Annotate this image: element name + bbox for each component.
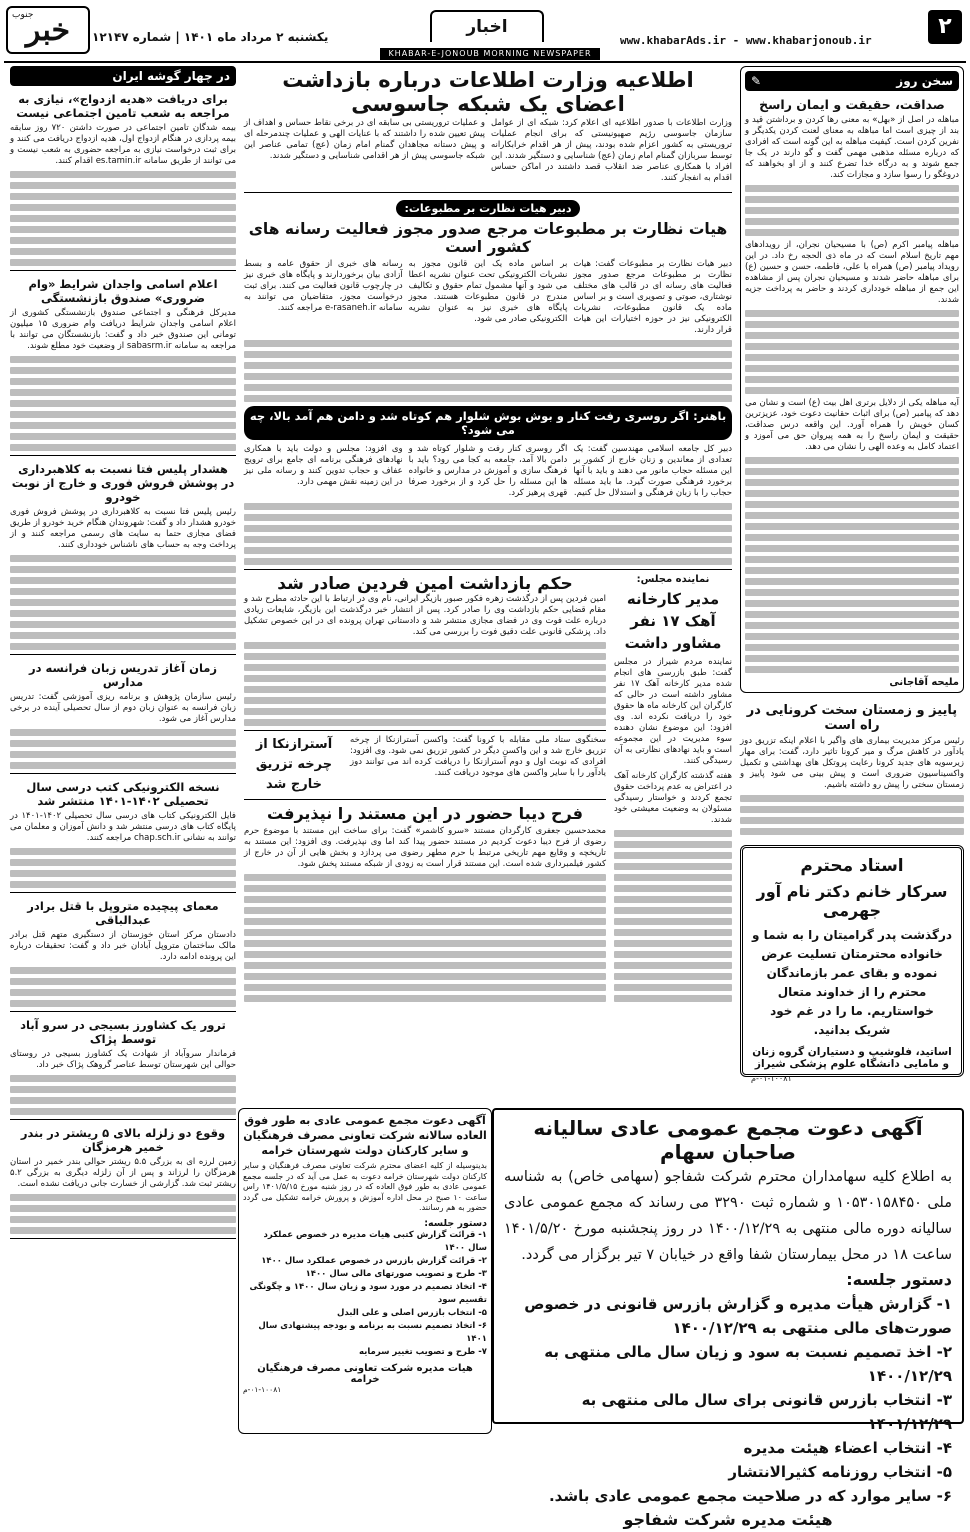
left-news-text-block bbox=[10, 171, 236, 266]
big-ad-agenda-label: دستور جلسه: bbox=[846, 1270, 952, 1289]
rep-text-2: هفته گذشته کارگران کارخانه آهک در اعتراض به عدم پرداخت حقوق تجمع کردند و خواستار رسیدگی مسئولان به وضعیت معیشتی خود شدند. bbox=[614, 771, 732, 825]
left-news-text-block bbox=[10, 1075, 236, 1115]
bahonar-headline[interactable]: باهنر: اگر روسری رفت کنار و بوش بوش شلوار هم کوتاه شد و دامن هم آمد بالا، چه می شود؟ bbox=[244, 406, 732, 440]
small-ad-agenda-label: دستور جلسه: bbox=[424, 1217, 487, 1229]
rep-story bbox=[614, 574, 732, 1002]
fardin-headline[interactable]: حکم بازداشت امین فردین صادر شد bbox=[277, 574, 573, 594]
small-ad-signature: هیات مدیره شرکت تعاونی مصرف فرهنگیان خرامه bbox=[257, 1362, 473, 1385]
divider bbox=[10, 455, 236, 456]
small-ad-agenda-item: ۲- قرائت گزارش بازرس در خصوص عملکرد سال ۱۴۰۰ bbox=[261, 1255, 487, 1266]
newspaper-logo[interactable] bbox=[6, 6, 90, 54]
divider bbox=[10, 1238, 236, 1239]
editorial-title: صداقت، حقیقت و ایمان راسخ bbox=[759, 97, 945, 112]
bahonar-text-c: وی افزود: مجلس و دولت باید با همکاری نهادهای فرهنگی برنامه ای جامع برای ترویج عفاف و حجاب تدوین کنند و رسانه ملی نیز در این زمینه نقش مهمی دارد. bbox=[243, 444, 403, 487]
big-ad-title: آگهی دعوت مجمع عمومی عادی سالیانه صاحبان سهام bbox=[533, 1116, 923, 1164]
logo-small-text: جنوب bbox=[12, 10, 34, 20]
left-news-text: فایل الکترونیکی کتاب های درسی سال تحصیلی ۱۴۰۲-۱۴۰۱ در پایگاه کتاب های درسی منتشر شد و دانش آموزان و معلمان می توانند به نشانی chap.sch.ir مراجعه کنند. bbox=[10, 811, 236, 843]
left-news-title[interactable]: نسخه الکترونیکی کتب درسی سال تحصیلی ۱۴۰۲-۱۴۰۱ منتشر شد bbox=[26, 780, 220, 808]
corona-news-text-block bbox=[740, 795, 964, 835]
press-story-text-a: دبیر هیات نظارت بر مطبوعات گفت: هیات نظارت بر مطبوعات مرجع صدور مجوز فعالیت های رسانه ای در قالب های مختلف نوشتاری، صوتی و تصویری است و بر اساس ماده یک قانون مطبوعات، نشریات الکترونیکی نیز در حوزه اختیارات این هیات قرار دارند. bbox=[573, 259, 732, 335]
bahonar-text-b: اگر روسری کنار رفت و شلوار کوتاه شد و دامن بالا آمد، جامعه به کجا می رود؟ باید با فرهنگ سازی و آموزش در مدارس و خانواده ها این مسئله را حل کرد و از برخورد صرفا قهری پرهیز کرد. bbox=[408, 444, 568, 498]
small-ad-agenda-item: ۵- انتخاب بازرس اصلی و علی البدل bbox=[336, 1307, 487, 1318]
small-ad-agenda-item: ۴- اتخاذ تصمیم در مورد سود و زیان سال ۱۴۰۰ و چگونگی تقسیم سود bbox=[249, 1281, 487, 1305]
press-kicker: دبیر هیات نظارت بر مطبوعات: bbox=[396, 200, 579, 217]
left-news-text-block bbox=[10, 356, 236, 451]
editorial-label bbox=[745, 71, 959, 91]
big-ad-agenda-item: ۳- انتخاب بازرس قانونی برای سال مالی منتهی به ۱۴۰۱/۱۲/۲۹ bbox=[581, 1391, 952, 1433]
editorial-text-block-3 bbox=[745, 457, 959, 673]
left-news-text-block bbox=[10, 729, 236, 769]
center-column bbox=[244, 66, 732, 1106]
rep-text: نماینده مردم شیراز در مجلس گفت: طبق بازرسی های انجام شده مدیر کارخانه آهک ۱۷ نفر مشاور داشته است در حالی که کارگران این کارخانه ماه ها حقوق خود را دریافت نکرده اند. وی افزود: این موضوع نشان دهنده سوء مدیریت در این مجموعه است و باید نهادهای نظارتی به آن رسیدگی کنند. bbox=[614, 657, 733, 766]
divider bbox=[244, 799, 606, 800]
left-news-text: بیمه شدگان تامین اجتماعی در صورت داشتن ۷۲۰ روز سابقه بیمه پردازی در هنگام ازدواج اول، هدیه ازدواج دریافت می کنند و برای ثبت درخواست نیازی به مراجعه حضوری به شعب نیست و می توانند از طریق سامانه es.tamin.ir اقدام کنند. bbox=[10, 123, 236, 166]
small-assembly-ad bbox=[238, 1108, 492, 1434]
left-news-title[interactable]: معمای پیچیده متروپل با قتل برادر عبدالباقی bbox=[27, 899, 219, 927]
header-divider bbox=[4, 61, 966, 63]
bahonar-story-body bbox=[244, 444, 732, 503]
corona-news-text: رئیس مرکز مدیریت بیماری های واگیر با اعلام اینکه تزریق دوز یادآور در کاهش مرگ و میر کرونا تاثیر دارد، گفت: برای مهار زیرسویه های جدید کرونا رعایت پروتکل های بهداشتی و تکمیل واکسیناسیون ضروری است و پیش بینی می شود پاییز و زمستان سختی را پیش رو داشته باشیم. bbox=[740, 736, 964, 790]
farah-headline[interactable]: فرح دیبا حضور در این مستند را نپذیرفت bbox=[267, 804, 583, 823]
english-strip: KHABAR-E-JONOUB MORNING NEWSPAPER bbox=[380, 48, 600, 60]
main-story-text-b: و عملیات تروریستی بی سابقه ای در برخی نقاط حساس و اهداف از پیش تعیین شده را داشتند که با عنایات الهی و عملیات چندمرحله ای و پیش دستانه مجاهدان گمنام امام زمان (عج) تمامی عناصر این شبکه جاسوسی پیش از هر اقدامی شناسایی و دستگیر شدند. bbox=[244, 118, 485, 161]
rep-text-block bbox=[614, 830, 732, 1002]
rep-headline[interactable]: مدیر کارخانه آهک ۱۷ نفر مشاور داشت bbox=[624, 590, 722, 652]
left-news-text-block bbox=[10, 1194, 236, 1234]
left-news-title[interactable]: برای دریافت «هدیه ازدواج»، نیازی به مراجعه به شعب تامین اجتماعی نیست bbox=[16, 92, 230, 120]
corona-news-title: پاییز و زمستان سخت کرونایی در راه است bbox=[746, 703, 958, 733]
left-news-list bbox=[10, 92, 236, 1239]
fardin-text: امین فردین پس از درگذشت زهره فکور صبور بازیگر ایرانی، نام وی در ارتباط با این حادثه مطرح شد و مقام قضایی حکم بازداشت وی را صادر کرد. پس از انتشار خبر درگذشت این بازیگر، شایعات زیادی درباره علت فوت وی در فضای مجازی منتشر شد و دادستانی تهران پرونده ای در این خصوص تشکیل داد. پزشکی قانونی علت دقیق فوت را بررسی می کند. bbox=[244, 594, 606, 637]
main-headline[interactable]: اطلاعیه وزارت اطلاعات درباره بازداشت اعضای یک شبکه جاسوسی bbox=[282, 68, 694, 116]
divider bbox=[10, 654, 236, 655]
small-ad-agenda bbox=[243, 1229, 487, 1359]
bahonar-text-block bbox=[244, 503, 732, 565]
small-ad-code: ۰۱-۱۰۰۸۱-م bbox=[243, 1384, 282, 1394]
editorial-paragraph-2: مباهله پیامبر اکرم (ص) با مسیحیان نجران، از رویدادهای مهم تاریخ اسلام است که در ماه ذی الحجه رخ داد. در این رویداد پیامبر (ص) همراه با علی، فاطمه، حسن و حسین (ع) برای مباهله حاضر شدند و مسیحیان نجران پس از مشاهده این جمع از مباهله خودداری کردند و حاضر به پرداخت جزیه شدند. bbox=[745, 240, 959, 305]
left-news-text: رئیس پلیس فتا نسبت به کلاهبرداری در پوشش فروش فوری خودرو هشدار داد و گفت: شهروندان هنگام خرید خودرو از طریق فضای مجازی حتما به سایت های رسمی مراجعه کنند و از پرداخت وجه به حساب های ناشناس خودداری کنند. bbox=[10, 507, 236, 550]
issue-date-line: یکشنبه ۲ مرداد ماه ۱۴۰۱ | شماره ۱۲۱۴۷ bbox=[92, 30, 329, 44]
editorial-paragraph-1: مباهله در اصل از «بهل» به معنی رها کردن و برداشتن قید و بند از چیزی است اما مباهله به معنای لعنت کردن یکدیگر و نفرین کردن است. کیفیت مباهله به این گونه است که افرادی که درباره مسئله مذهبی مهمی گفت و گو دارند در یک جا جمع شوند و به درگاه خدا تضرع کنند و از او بخواهند که دروغگو را رسوا سازد و مجازات کند. bbox=[745, 115, 959, 180]
press-kicker-wrap bbox=[244, 197, 732, 217]
left-column bbox=[10, 66, 236, 1428]
condolence-body: درگذشت پدر گرامیتان را به شما و خانواده محترمتان تسلیت عرض نموده و بقای عمر بازماندگان محترم را از خداوند متعال خواستاریم. ما را در غم خود شریک بدانید. bbox=[751, 928, 953, 1037]
small-ad-title: آگهی دعوت مجمع عمومی عادی به طور فوق العاده سالانه شرکت تعاونی مصرف فرهنگیان و سایر کارکنان دولت شهرستان خرامه bbox=[243, 1114, 487, 1157]
right-column bbox=[740, 66, 964, 1106]
divider bbox=[10, 892, 236, 893]
press-story-text-block bbox=[244, 340, 732, 402]
condolence-title: استاد محترم bbox=[800, 856, 904, 876]
left-news-text: رئیس سازمان پژوهش و برنامه ریزی آموزشی گفت: تدریس زبان فرانسه به عنوان زبان دوم از سال تحصیلی آینده در برخی مدارس آغاز می شود. bbox=[10, 692, 236, 724]
divider bbox=[10, 270, 236, 271]
divider bbox=[244, 192, 732, 193]
big-ad-body: به اطلاع کلیه سهامداران محترم شرکت شفاجو (سهامی خاص) به شناسه ملی ۱۰۵۳۰۱۵۸۴۵۰ و شماره ثبت ۳۲۹۰ می رساند که مجمع عمومی عادی سالیانه دوره مالی منتهی به ۱۴۰۰/۱۲/۲۹ در روز پنجشنبه مورخ ۱۴۰۱/۵/۲۰ ساعت ۱۸ در محل بیمارستان شفا واقع در خیابان ۷ تیر برگزار می گردد. bbox=[504, 1169, 952, 1263]
left-news-text-block bbox=[10, 967, 236, 1007]
main-story-body bbox=[244, 118, 732, 188]
big-ad-agenda bbox=[504, 1292, 952, 1508]
left-news-text-block bbox=[10, 555, 236, 650]
condolence-ad bbox=[740, 845, 964, 1083]
left-news-title[interactable]: اعلام اسامی واجدان شرایط «وام ضروری» صندوق بازنشستگی bbox=[28, 277, 218, 305]
editorial-box bbox=[740, 66, 964, 693]
left-news-text: زمین لرزه ای به بزرگی ۵.۵ ریشتر حوالی بندر خمیر در استان هرمزگان را لرزاند و پس از آن زلزله دیگری به بزرگی ۵.۲ ریشتر ثبت شد. گزارشی از خسارت جانی دریافت نشده است. bbox=[10, 1157, 236, 1189]
masthead bbox=[0, 0, 970, 62]
editorial-paragraph-3: آیه مباهله یکی از دلایل برتری اهل بیت (ع) است و نشان می دهد که پیامبر (ص) برای اثبات حقانیت دعوت خود، عزیزترین کسان خویش را همراه آورد. این واقعه درس صداقت، حقیقت و ایمان راسخ را به همه پیروان حق می آموزد و اعتماد کامل به وعده الهی را نشان می دهد. bbox=[745, 398, 959, 452]
press-story-text-c: رسانه های خبری از حقوق عامه و بسط آزادی بیان برخوردارند و پایگاه های خبری نیز در چارچوب قانون فعالیت می کنند. برای ثبت درخواست مجوز، متقاضیان می توانند به سامانه e-rasaneh.ir مراجعه کنند. bbox=[243, 259, 403, 313]
rep-label: نماینده مجلس: bbox=[636, 574, 710, 585]
editorial-label-text: سخن روز bbox=[896, 74, 953, 88]
big-ad-agenda-item: ۲- اخذ تصمیم نسبت به سود و زیان سال مالی منتهی به ۱۴۰۰/۱۲/۲۹ bbox=[544, 1343, 952, 1385]
divider bbox=[10, 1011, 236, 1012]
page-number: ۲ bbox=[928, 10, 962, 44]
lower-stories bbox=[244, 574, 732, 1002]
astra-text: سخنگوی ستاد ملی مقابله با کرونا گفت: واکسن آسترازنکا از چرخه تزریق خارج شد و این واکسن دیگر در کشور تزریق نمی شود. وی افزود: افرادی که نوبت اول و دوم آسترازنکا را دریافت کرده اند می توانند دوز یادآور را با سایر واکسن های موجود دریافت کنند. bbox=[350, 735, 606, 778]
left-news-text-block bbox=[10, 848, 236, 888]
main-story-text-a: وزارت اطلاعات با صدور اطلاعیه ای اعلام کرد: شبکه ای از عوامل سازمان جاسوسی رژیم صهیونیستی که برای انجام عملیات تروریستی به کشور اعزام شده بودند، پیش از هر اقدام خرابکارانه توسط سربازان گمنام امام زمان (عج) شناسایی و دستگیر شدند. این افراد با همکاری عناصر ضد انقلاب قصد داشتند در اماکن حساس اقدام به انفجار کنند. bbox=[491, 118, 732, 183]
condolence-signature: اساتید، فلوشیپ و دستیاران گروه زنان و مامایی دانشگاه علوم پزشکی شیراز bbox=[752, 1046, 952, 1070]
farah-text: محمدحسین جعفری کارگردان مستند «سرو کاشمر» گفت: برای ساخت این مستند با موضوع حرم رضوی از فرح دیبا دعوت کردیم در مستند حضور پیدا کند اما وی نپذیرفت. وی افزود: این مستند به تاریخچه و وقایع مهم تاریخی مرتبط با حرم مطهر رضوی می پردازد و بخش هایی از آن در خارج از کشور فیلمبرداری شده است. این مستند قرار است به زودی از شبکه مستند پخش شود. bbox=[244, 826, 606, 869]
pen-icon: ✎ bbox=[751, 74, 762, 88]
astra-story bbox=[244, 735, 606, 795]
astra-headline[interactable]: آسترازنکا از چرخه تزریق خارج شد bbox=[255, 737, 333, 792]
big-ad-agenda-item: ۶- سایر موارد که در صلاحیت مجمع عمومی عادی باشد. bbox=[548, 1487, 952, 1505]
condolence-code: ۰۱-۱۰۰۸۱-م bbox=[751, 1074, 792, 1083]
fardin-and-others bbox=[244, 574, 606, 1002]
left-news-title[interactable]: هشدار پلیس فتا نسبت به کلاهبرداری در پوشش فروش فوری و خارج از نوبت خودرو bbox=[11, 462, 235, 504]
left-news-title[interactable]: ترور یک کشاورز بسیجی در سرو آباد توسط پژاک bbox=[20, 1018, 226, 1046]
divider bbox=[10, 1119, 236, 1120]
big-ad-agenda-item: ۵- انتخاب روزنامه کثیرالانتشار bbox=[728, 1463, 952, 1481]
press-headline[interactable]: هیات نظارت بر مطبوعات مرجع صدور مجوز فعالیت رسانه های کشور است bbox=[248, 220, 728, 256]
shafajoo-assembly-ad bbox=[492, 1108, 964, 1529]
big-ad-signature: هیئت مدیره شرکت شفاجو bbox=[623, 1510, 833, 1529]
small-ad-agenda-item: ۷- طرح و تصویب تغییر سرمایه bbox=[359, 1346, 487, 1357]
divider bbox=[10, 773, 236, 774]
editorial-text-block-2 bbox=[745, 310, 959, 394]
small-ad-agenda-item: ۶- اتخاذ تصمیم نسبت به برنامه و بودجه پیشنهادی سال ۱۴۰۱ bbox=[258, 1320, 487, 1344]
small-ad-agenda-item: ۱- قرائت گزارش کتبی هیات مدیره در خصوص عملکرد سال ۱۴۰۰ bbox=[263, 1229, 487, 1253]
left-news-text: دادستان مرکز استان خوزستان از دستگیری متهم قتل برادر مالک ساختمان متروپل آبادان خبر داد و گفت: تحقیقات درباره این پرونده ادامه دارد. bbox=[10, 930, 236, 962]
section-tab-akhbar: اخبار bbox=[430, 10, 544, 42]
big-ad-agenda-item: ۴- انتخاب اعضاء هیئت مدیره bbox=[743, 1439, 952, 1457]
press-story-body bbox=[244, 259, 732, 340]
divider bbox=[244, 730, 606, 731]
left-column-header: در چهار گوشه ایران bbox=[10, 66, 236, 86]
editorial-author: ملیحه آقاجانی bbox=[889, 677, 959, 688]
big-ad-agenda-item: ۱- گزارش هیأت مدیره و گزارش بازرس قانونی در خصوص صورت‌های مالی منتهی به ۱۴۰۰/۱۲/۲۹ bbox=[524, 1295, 952, 1337]
website-urls[interactable]: www.khabarAds.ir - www.khabarjonoub.ir bbox=[620, 34, 872, 47]
small-ad-text: بدینوسیله از کلیه اعضای محترم شرکت تعاونی مصرف فرهنگیان و سایر کارکنان دولت شهرستان خرامه دعوت به عمل می آید که در جلسه مجمع عمومی عادی به طور فوق العاده که در روز شنبه مورخ ۱۴۰۱/۵/۱۵ راس ساعت ۱۰ صبح در محل اداره آموزش و پرورش خرامه تشکیل می گردد حضور به هم رسانند. bbox=[243, 1161, 487, 1212]
fardin-text-block bbox=[244, 642, 606, 726]
left-news-text: مدیرکل فرهنگی و اجتماعی صندوق بازنشستگی کشوری از اعلام اسامی واجدان شرایط دریافت وام ضروری ۱۵ میلیون تومانی این صندوق خبر داد و گفت: بازنشستگان می توانند با مراجعه به سامانه sabasrm.ir از وضعیت خود مطلع شوند. bbox=[10, 308, 236, 351]
left-news-title[interactable]: وقوع دو زلزله بالای ۵ ریشتر در بندر خمیر هرمزگان bbox=[20, 1126, 226, 1154]
press-story-text-b: بر اساس ماده یک این قانون مجوز به نشریات الکترونیکی تحت عنوان نشریه اعطا می شود و آنها مشمول تمام حقوق و تکالیف مندرج در قانون مطبوعات هستند. مجوز پایگاه های خبری نیز به عنوان نشریه الکترونیکی صادر می شود. bbox=[408, 259, 568, 324]
farah-text-block bbox=[244, 874, 606, 1002]
condolence-name: سرکار خانم دکتر نام آور جهرمی bbox=[756, 882, 948, 920]
small-ad-agenda-item: ۳- طرح و تصویب صورتهای مالی سال ۱۴۰۰ bbox=[305, 1268, 487, 1279]
divider bbox=[244, 569, 732, 570]
bahonar-text-a: دبیر کل جامعه اسلامی مهندسین گفت: یک تعدادی از معاندین و زنان خارج از کشور بر این مسئله حجاب مانور می دهند و باید با آنها برخورد فرهنگی صورت گیرد. ما باید مسئله حجاب را با زبان فرهنگی و استدلال حل کنیم. bbox=[573, 444, 732, 498]
editorial-text-block bbox=[745, 185, 959, 236]
left-news-text: فرماندار سروآباد از شهادت یک کشاورز بسیجی در روستای حوالی این شهرستان توسط عناصر گروهک پژاک خبر داد. bbox=[10, 1049, 236, 1070]
left-news-title[interactable]: زمان آغاز تدریس زبان فرانسه در مدارس bbox=[29, 661, 217, 689]
logo-main-text: خبر bbox=[25, 12, 71, 48]
